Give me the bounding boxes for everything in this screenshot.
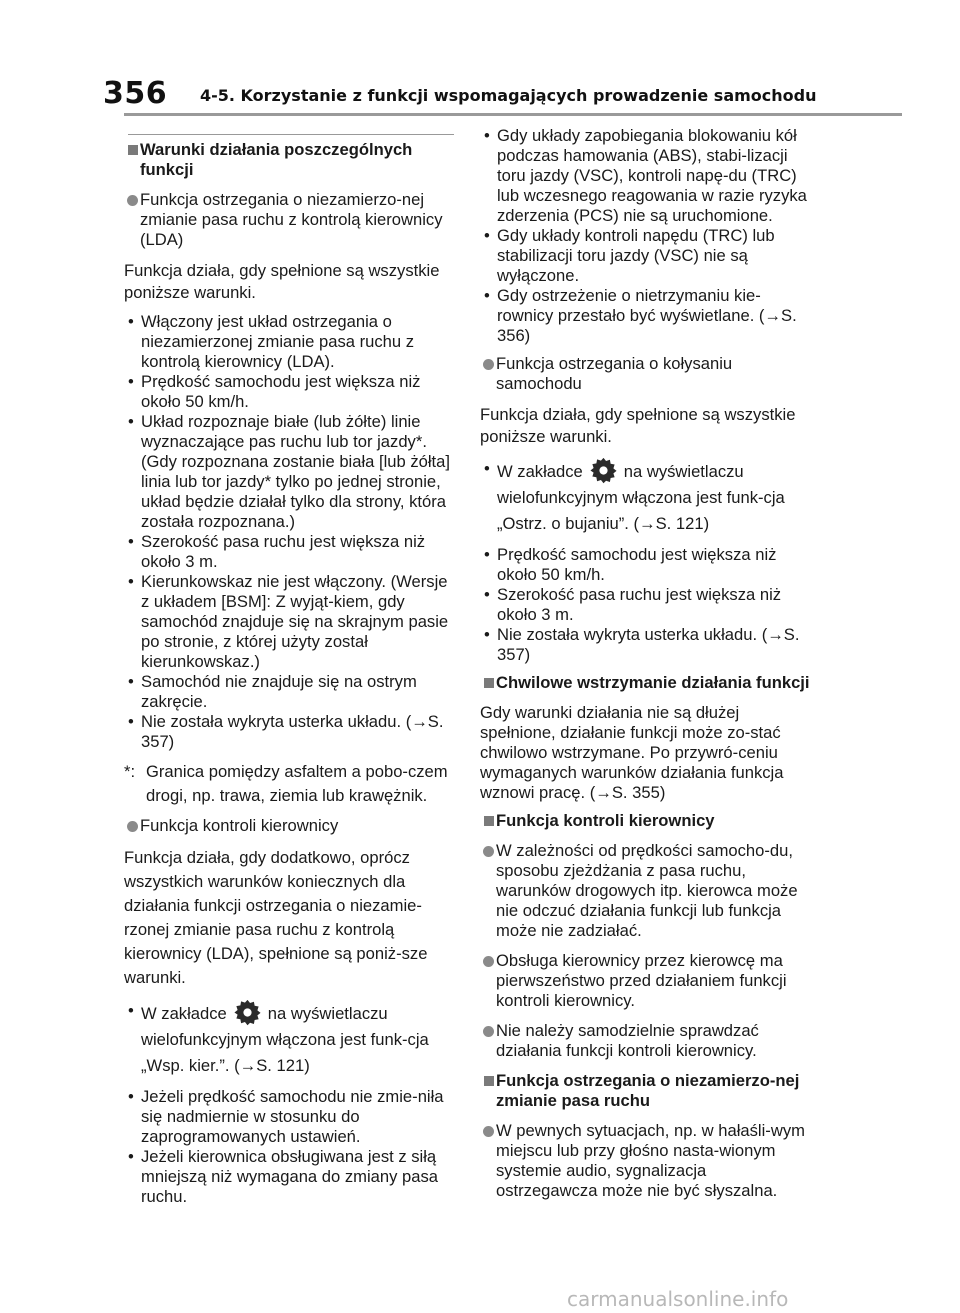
gear-condition-list [124,998,454,1079]
list-item: • Prędkość samochodu jest większa niż około 50 km/h. [484,545,777,584]
section-heading-text: Funkcja kontroli kierownicy [496,811,715,830]
page-number: 356 [103,76,168,111]
round-bullet-icon [483,1026,494,1037]
section-heading-text: Warunki działania poszczególnych funkcji [140,140,413,179]
list-item: • W zakładce na wyświetlaczu wielofunkcyjnym włączona jest funk-cja „Ostrz. o bujaniu”. (→S. 121) [480,456,810,537]
paragraph: Funkcja działa, gdy spełnione są wszystkie poniższe warunki. [124,261,440,302]
subsection-heading [480,354,810,394]
section-heading-text: Funkcja ostrzegania o niezamierzo-nej zmianie pasa ruchu [496,1071,800,1110]
section-heading [480,673,810,693]
list-item: • Jeżeli prędkość samochodu nie zmie-niła się nadmiernie w stosunku do zaprogramowanych ustawień. [128,1087,444,1146]
page-header [0,0,960,120]
paragraph: Funkcja działa, gdy dodatkowo, oprócz wszystkich warunków koniecznych dla działania funkcji ostrzegania o niezamie-rzonej zmianie pasa ruchu z kontrolą kierownicy (LDA), spełnione są poniż-sze warunki. [124,848,428,987]
note-item [480,1021,810,1061]
header-divider [124,113,902,116]
subsection-heading-text: Funkcja ostrzegania o niezamierzo-nej zmianie pasa ruchu z kontrolą kierownicy (LDA) [140,190,443,249]
note-text: W pewnych sytuacjach, np. w hałaśli-wym miejscu lub przy głośno nasta-wionym systemie audio, sygnalizacja ostrzegawcza może nie być słyszalna. [496,1121,805,1200]
list-item: • Samochód nie znajduje się na ostrym zakręcie. [128,672,417,711]
subsection-heading [124,816,454,836]
footnote-mark: *: [124,762,136,781]
watermark-link[interactable]: carmanualsonline.info [567,1287,789,1311]
list-item: • Szerokość pasa ruchu jest większa niż około 3 m. [484,585,782,624]
list-item: • Jeżeli kierownica obsługiwana jest z siłą mniejszą niż wymagana do zmiany pasa ruchu. [128,1147,438,1206]
left-column [124,126,454,1215]
list-item: • Prędkość samochodu jest większa niż około 50 km/h. [128,372,421,411]
list-item: • Gdy układy zapobiegania blokowaniu kół podczas hamowania (ABS), stabi-lizacji toru jazdy (VSC), kontroli napę-du (TRC) lub wczesnego reagowania w razie ryzyka zderzenia (PCS) nie są uruchomione. [484,126,807,225]
note-item [480,841,810,941]
list-item: • Kierunkowskaz nie jest włączony. (Wersje z układem [BSM]: Z wyjąt-kiem, gdy samochód znajduje się na skrajnym pasie po stronie, z której użyty został kierunkowskaz.) [128,572,449,671]
section-heading [480,811,810,831]
list-item: • Włączony jest układ ostrzegania o niezamierzonej zmianie pasa ruchu z kontrolą kierownicy (LDA). [128,312,415,371]
square-bullet-icon [484,816,494,826]
section-heading [480,1071,810,1111]
list-item: • Układ rozpoznaje białe (lub żółte) linie wyznaczające pas ruchu lub tor jazdy*. (Gdy rozpoznana zostanie biała [lub żółta] linia lub tor jazdy* tylko po jednej stronie, układ będzie działał tylko dla strony, która została rozpoznana.) [128,412,451,531]
list-item: • Nie została wykryta usterka układu. (→S. 357) [484,625,800,664]
chapter-title: 4-5. Korzystanie z funkcji wspomagających prowadzenie samochodu [200,86,817,105]
list-item: • Szerokość pasa ruchu jest większa niż około 3 m. [128,532,426,571]
note-item [480,951,810,1011]
condition-list [124,1087,454,1207]
subsection-heading [124,190,454,250]
note-text: Obsługa kierownicy przez kierowcę ma pierwszeństwo przed działaniem funkcji kontroli kierownicy. [496,951,787,1010]
list-item: • Gdy ostrzeżenie o nietrzymaniu kie-rownicy przestało być wyświetlane. (→S. 356) [484,286,797,345]
gear-condition-list [480,456,810,537]
list-item: • Nie została wykryta usterka układu. (→S. 357) [128,712,444,751]
round-bullet-icon [483,359,494,370]
note-item [480,1121,810,1201]
settings-gear-icon [589,456,618,485]
settings-gear-icon [233,998,262,1027]
square-bullet-icon [484,1076,494,1086]
condition-list [124,312,454,752]
round-bullet-icon [483,956,494,967]
subsection-heading-text: Funkcja kontroli kierownicy [140,816,339,835]
section-heading-text: Chwilowe wstrzymanie działania funkcji [496,673,810,692]
condition-list [480,126,810,346]
list-item: • Gdy układy kontroli napędu (TRC) lub stabilizacji toru jazdy (VSC) nie są wyłączone. [484,226,775,285]
right-column [480,126,810,1211]
round-bullet-icon [483,846,494,857]
section-divider [128,134,454,135]
square-bullet-icon [128,145,138,155]
round-bullet-icon [127,821,138,832]
square-bullet-icon [484,678,494,688]
round-bullet-icon [127,195,138,206]
list-item: • W zakładce na wyświetlaczu wielofunkcyjnym włączona jest funk-cja „Wsp. kier.”. (→S. 121) [124,998,454,1079]
footnote [124,760,454,808]
note-text: W zależności od prędkości samocho-du, sposobu zjeżdżania z pasa ruchu, warunków drogowych itp. kierowca może nie odczuć działania funkcji lub funkcja może nie zadziałać. [496,841,798,940]
note-text: Nie należy samodzielnie sprawdzać działania funkcji kontroli kierownicy. [496,1021,759,1060]
paragraph: Gdy warunki działania nie są dłużej spełnione, działanie funkcji może zo-stać chwilowo wstrzymane. Po przywró-ceniu wymaganych warunków działania funkcja wznowi pracę. (→S. 355) [480,703,784,802]
round-bullet-icon [483,1126,494,1137]
subsection-heading-text: Funkcja ostrzegania o kołysaniu samochodu [496,354,733,393]
paragraph: Funkcja działa, gdy spełnione są wszystkie poniższe warunki. [480,405,796,446]
condition-list [480,545,810,665]
footnote-text: Granica pomiędzy asfaltem a pobo-czem drogi, np. trawa, ziemia lub krawężnik. [146,762,448,805]
section-heading [124,140,454,180]
